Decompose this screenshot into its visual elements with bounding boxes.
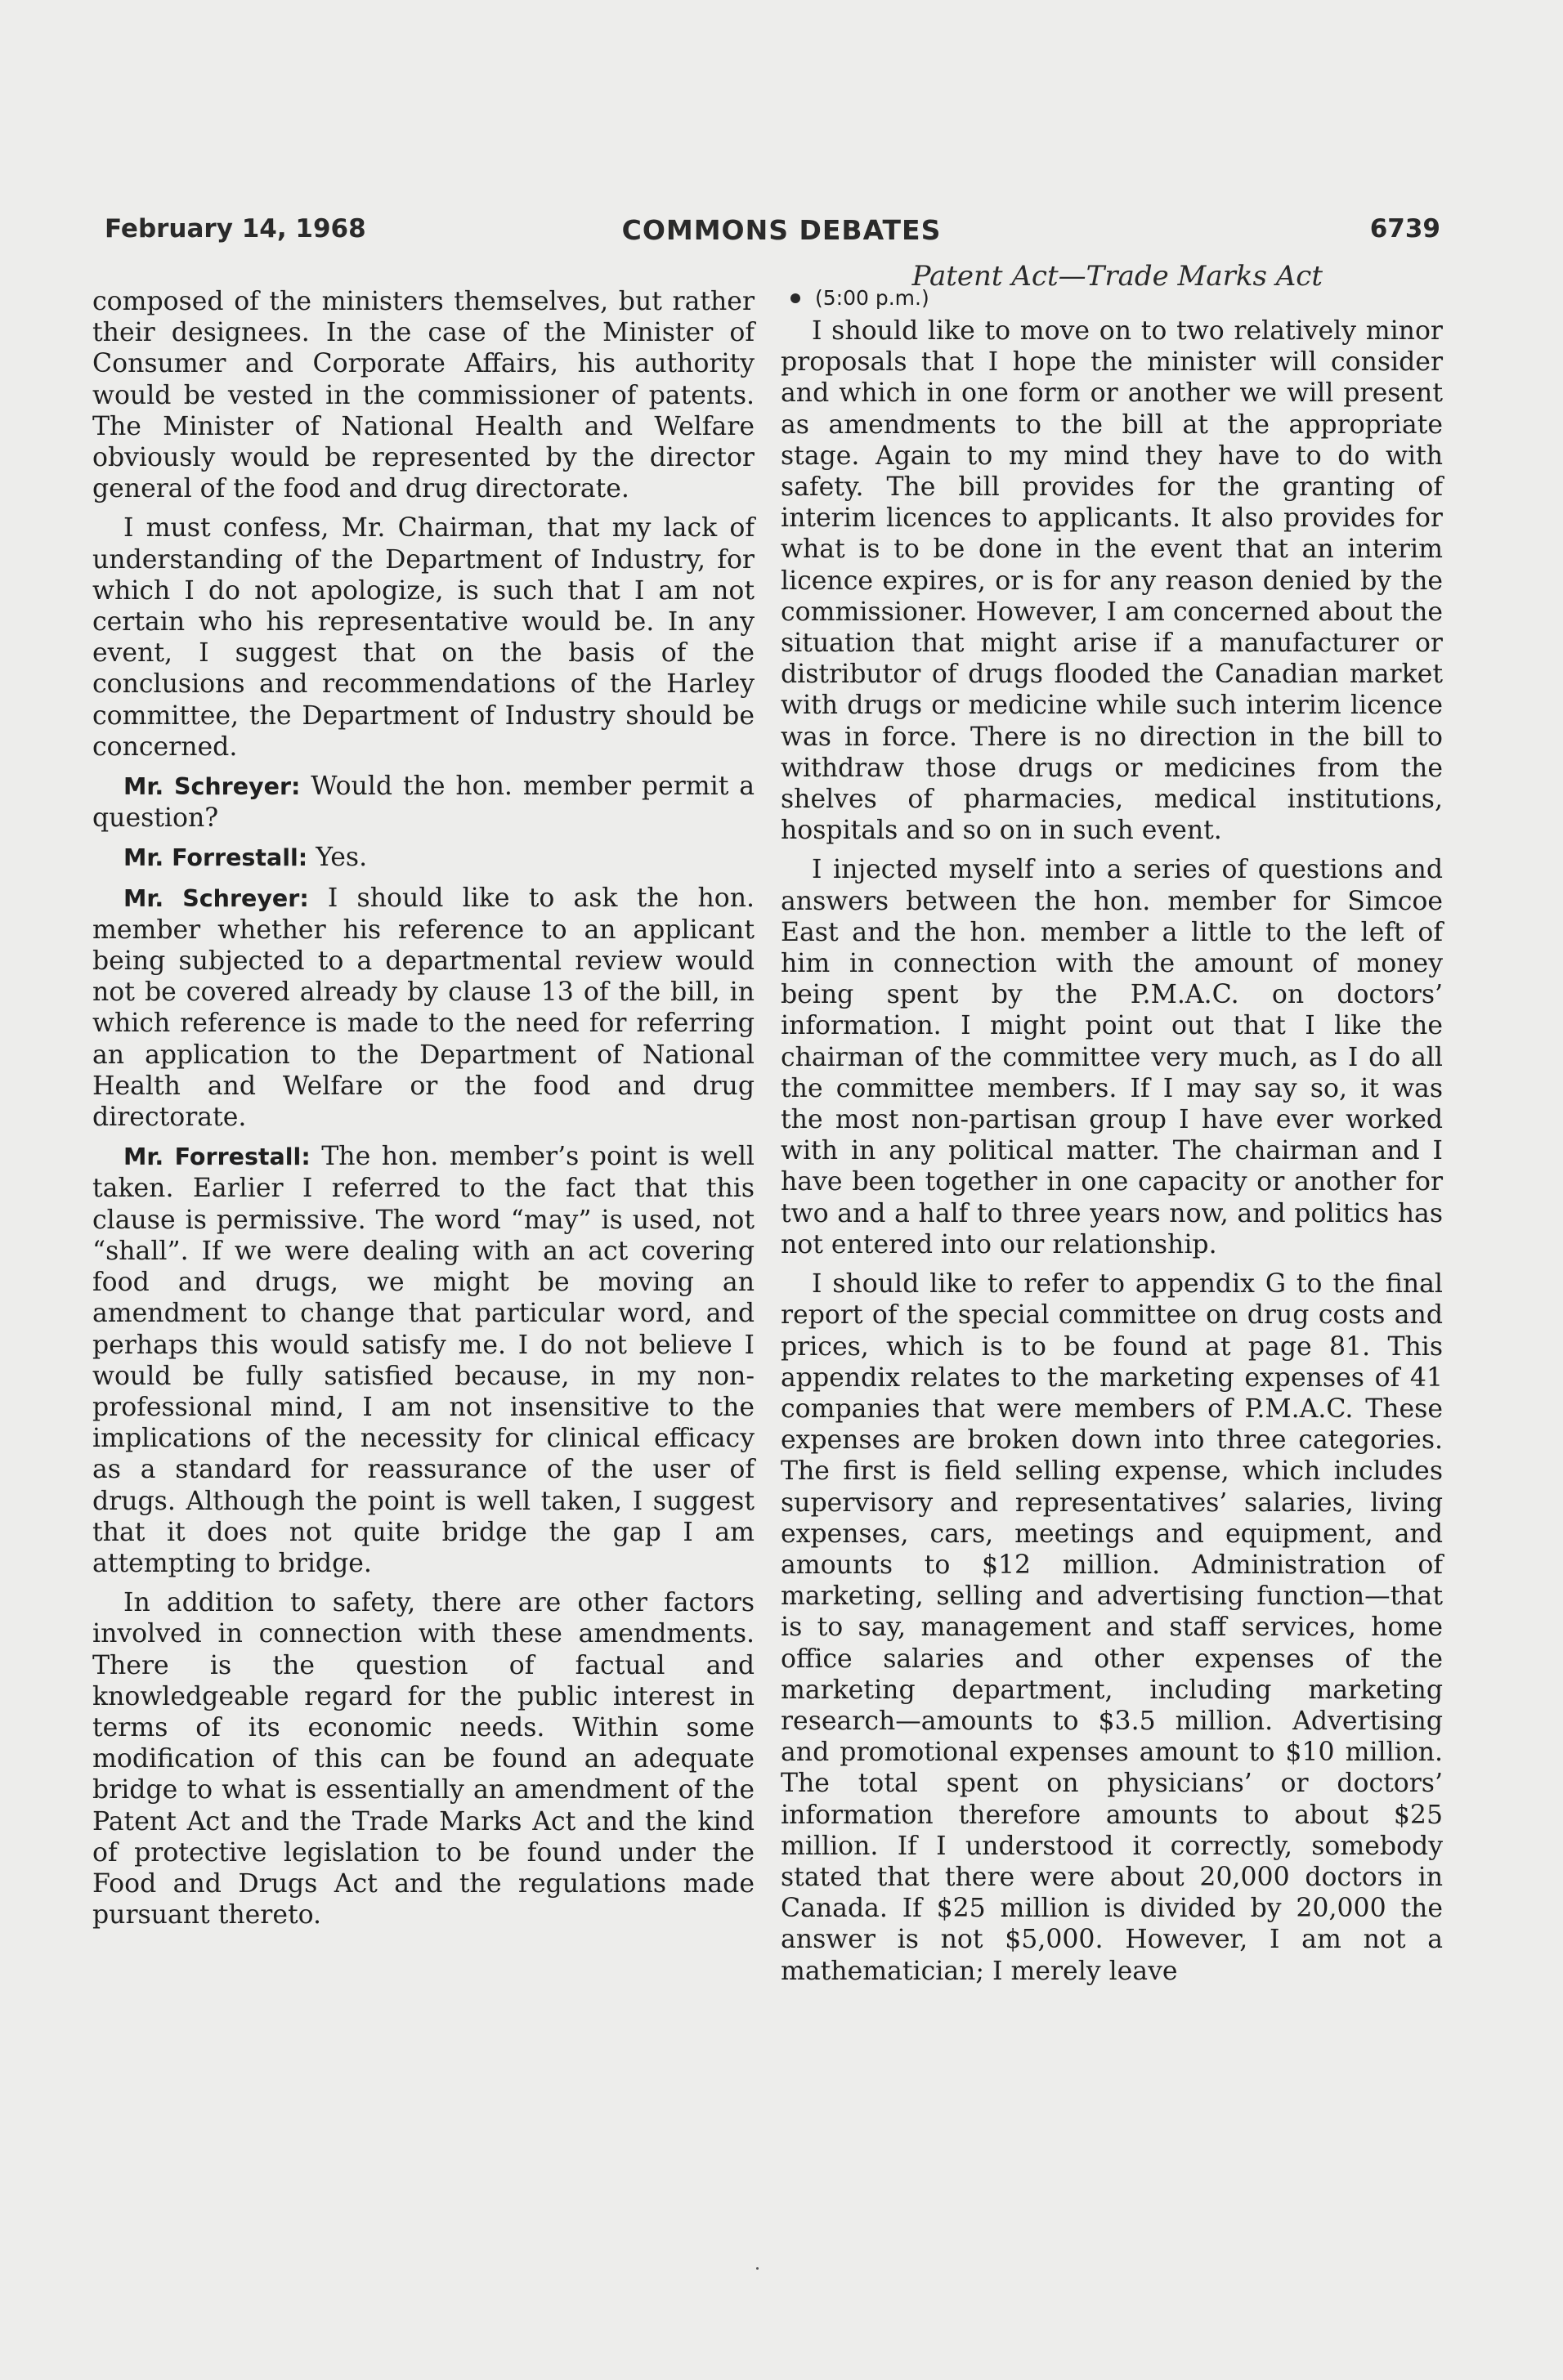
timestamp: (5:00 p.m.) <box>815 286 929 310</box>
speech-paragraph <box>92 842 755 874</box>
speech-text: I should like to ask the hon. member whether his reference to an applicant being subjected to a departmental review would not be covered already by clause 13 of the bill, in which reference is made to the need for referring an application to the Department of National Health and Welfare or the food and drug directorate. <box>92 883 755 1133</box>
paragraph: In addition to safety, there are other factors involved in connection with these amendments. There is the question of factual and knowledgeable regard for the public interest in terms of its economic needs. Within some modification of this can be found an adequate bridge to what is essentially an amendment of the Patent Act and the Trade Marks Act and the kind of protective legislation to be found under the Food and Drugs Act and the regulations made pursuant thereto. <box>92 1588 755 1930</box>
speaker-name: Mr. Schreyer: <box>123 773 301 801</box>
paragraph: composed of the ministers themselves, but rather their designees. In the case of the Minister of Consumer and Corporate Affairs, his authority would be vested in the commissioner of patents. The Minister of National Health and Welfare obviously would be represented by the director general of the food and drug directorate. <box>92 287 755 504</box>
paragraph: I injected myself into a series of questions and answers between the hon. member for Simcoe East and the hon. member a little to the left of him in connection with the amount of money being spent by the P.M.A.C. on doctors’ information. I might point out that I like the chairman of the committee very much, as I do all the committee members. If I may say so, it was the most non-partisan group I have ever worked with in any political matter. The chairman and I have been together in one capacity or another for two and a half to three years now, and politics has not entered into our relationship. <box>781 855 1443 1259</box>
speck-mark <box>756 2267 759 2270</box>
speaker-name: Mr. Schreyer: <box>123 884 309 912</box>
speech-text: Would the hon. member permit a question? <box>92 772 755 834</box>
speaker-name: Mr. Forrestall: <box>123 844 308 872</box>
header-title: COMMONS DEBATES <box>621 214 942 246</box>
speech-paragraph <box>92 1141 755 1579</box>
left-column <box>92 286 755 1939</box>
speech-paragraph <box>92 883 755 1134</box>
speech-text: The hon. member’s point is well taken. Earlier I referred to the fact that this clause is permissive. The word “may” is used, not “shall”. If we were dealing with an act covering food and drugs, we might be moving an amendment to change that particular word, and perhaps this would satisfy me. I do not believe I would be fully satisfied because, in my non-professional mind, I am not insensitive to the implications of the necessity for clinical efficacy as a standard for reassurance of the user of drugs. Although the point is well taken, I suggest that it does not quite bridge the gap I am attempting to bridge. <box>92 1142 755 1578</box>
running-head: Patent Act—Trade Marks Act <box>911 260 1323 293</box>
paragraph: I should like to move on to two relatively minor proposals that I hope the minister will consider and which in one form or another we will present as amendments to the bill at the appropriate stage. Again to my mind they have to do with safety. The bill provides for the granting of interim licences to applicants. It also provides for what is to be done in the event that an interim licence expires, or is for any reason denied by the commissioner. However, I am concerned about the situation that might arise if a manufacturer or distributor of drugs flooded the Canadian market with drugs or medicine while such interim licence was in force. There is no direction in the bill to withdraw those drugs or medicines from the shelves of pharmacies, medical institutions, hospitals and so on in such event. <box>781 316 1443 846</box>
right-column <box>781 286 1443 1995</box>
paragraph: I must confess, Mr. Chairman, that my lack of understanding of the Department of Industry, for which I do not apologize, is such that I am not certain who his representative would be. In any event, I suggest that on the basis of the conclusions and recommendations of the Harley committee, the Department of Industry should be concerned. <box>92 513 755 762</box>
bullet-icon <box>790 293 800 303</box>
timestamp-line <box>781 286 1443 311</box>
speech-text: Yes. <box>316 843 368 873</box>
speaker-name: Mr. Forrestall: <box>123 1143 311 1171</box>
paragraph: I should like to refer to appendix G to the final report of the special committee on drug costs and prices, which is to be found at page 81. This appendix relates to the marketing expenses of 41 companies that were members of P.M.A.C. These expenses are broken down into three categories. The first is field selling expense, which includes supervisory and representatives’ salaries, living expenses, cars, meetings and equipment, and amounts to $12 million. Administration of marketing, selling and advertising function—that is to say, management and staff services, home office salaries and other expenses of the marketing department, including marketing research—amounts to $3.5 million. Advertising and promotional expenses amount to $10 million. The total spent on physicians’ or doctors’ information therefore amounts to about $25 million. If I understood it correctly, somebody stated that there were about 20,000 doctors in Canada. If $25 million is divided by 20,000 the answer is not $5,000. However, I am not a mathematician; I merely leave <box>781 1269 1443 1986</box>
page-number: 6739 <box>1369 214 1440 244</box>
speech-paragraph <box>92 771 755 834</box>
header-date: February 14, 1968 <box>105 214 366 244</box>
